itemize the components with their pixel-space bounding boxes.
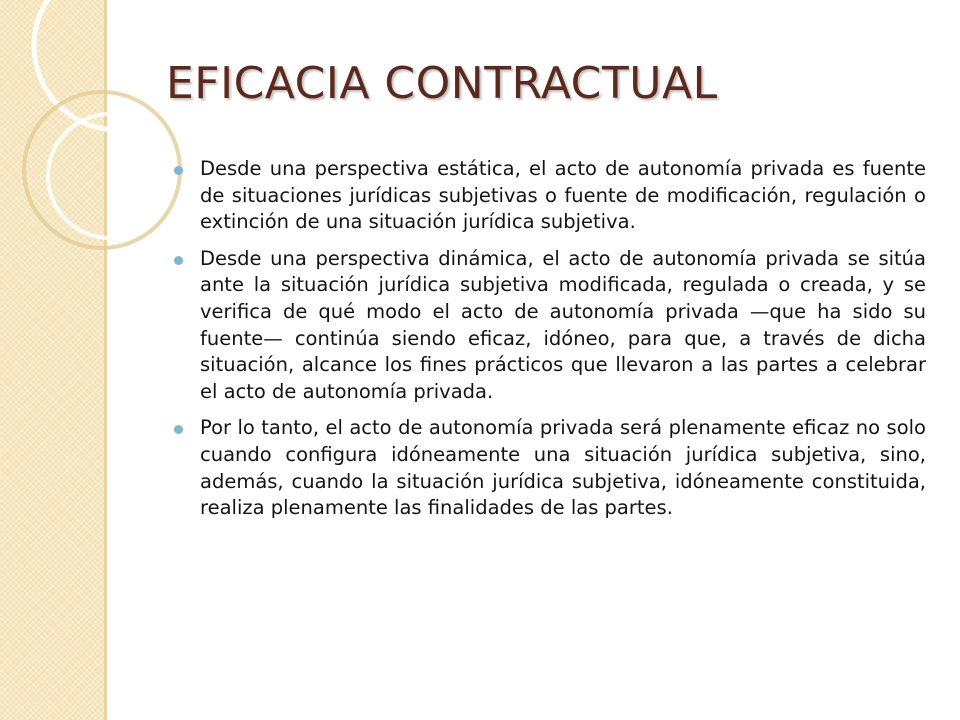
bullet-text: Desde una perspectiva estática, el acto de autonomía privada es fuente de situaciones jurídicas subjetivas o fuente de modificación, regulación o extinción de una situación jurídica subjetiva. [200, 157, 926, 234]
decorative-circles [0, 0, 200, 320]
decorative-circle-small [48, 114, 172, 238]
bullet-item [172, 246, 926, 406]
bullet-list [172, 156, 926, 522]
bullet-item [172, 415, 926, 521]
bullet-item [172, 156, 926, 236]
bullet-dot-icon [174, 166, 183, 175]
slide-title: EFICACIA CONTRACTUAL [166, 58, 718, 109]
bullet-text: Por lo tanto, el acto de autonomía privada será plenamente eficaz no solo cuando configura idóneamente una situación jurídica subjetiva, sino, además, cuando la situación jurídica subjetiva, idóneamente constituida, realiza plenamente las finalidades de las partes. [200, 416, 926, 520]
slide-content [172, 156, 926, 532]
bullet-dot-icon [174, 425, 183, 434]
bullet-dot-icon [174, 256, 183, 265]
bullet-text: Desde una perspectiva dinámica, el acto de autonomía privada se sitúa ante la situación jurídica subjetiva modificada, regulada o creada, y se verifica de qué modo el acto de autonomía privada —que ha sido su fuente— continúa siendo eficaz, idóneo, para que, a través de dicha situación, alcance los fines prácticos que llevaron a las partes a celebrar el acto de autonomía privada. [200, 246, 926, 403]
